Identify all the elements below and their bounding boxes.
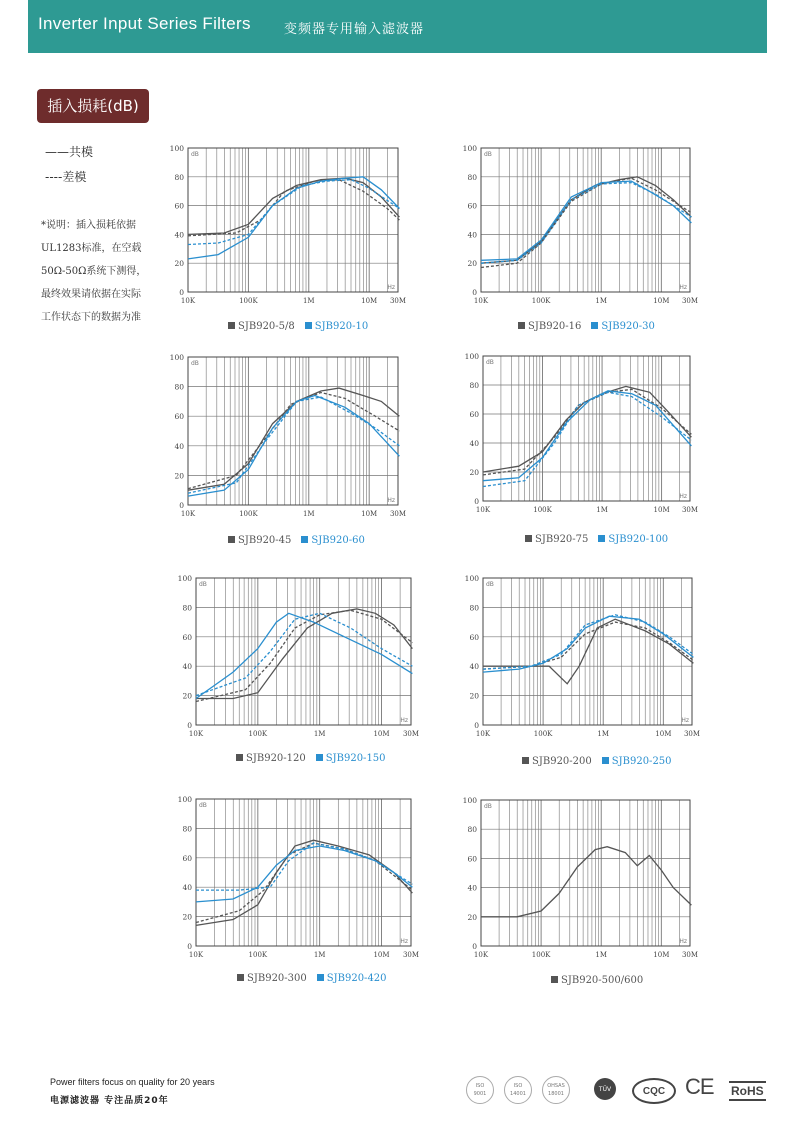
y-tick-label: 20 — [467, 259, 477, 269]
chart-legend — [237, 973, 387, 984]
y-tick-label: 40 — [469, 662, 479, 672]
series-line-gray — [188, 393, 399, 489]
test-note — [41, 214, 159, 329]
legend-label: SJB920-60 — [311, 535, 365, 546]
x-tick-label: 100K — [531, 297, 551, 305]
iso-9001-logo: ISO 9001 — [466, 1076, 494, 1104]
y-tick-label: 100 — [177, 574, 192, 583]
series-line-blue — [188, 177, 399, 259]
y-unit-label: dB — [199, 802, 207, 809]
legend-swatch — [525, 535, 532, 542]
y-unit-label: dB — [199, 581, 207, 588]
y-tick-label: 100 — [169, 144, 184, 153]
series-line-gray — [481, 847, 691, 917]
x-tick-label: 10K — [180, 510, 196, 518]
x-tick-label: 30M — [681, 506, 699, 514]
x-unit-label: Hz — [400, 938, 408, 945]
chart-svg — [158, 138, 413, 312]
x-tick-label: 10M — [373, 730, 390, 738]
x-tick-label: 100K — [533, 730, 553, 738]
legend-common-mode: ——共模 — [45, 145, 94, 159]
x-tick-label: 30M — [681, 297, 699, 305]
series-line-blue — [481, 183, 691, 264]
x-tick-label: 10M — [653, 506, 670, 514]
x-unit-label: Hz — [679, 493, 687, 500]
x-tick-label: 30M — [389, 297, 407, 305]
x-tick-label: 100K — [248, 730, 268, 738]
legend-label: SJB920-120 — [246, 753, 306, 764]
x-tick-label: 30M — [681, 951, 699, 959]
x-tick-label: 1M — [595, 297, 608, 305]
chart-svg — [166, 789, 426, 966]
legend-swatch — [598, 535, 605, 542]
x-tick-label: 10M — [361, 297, 378, 305]
legend-label: SJB920-200 — [532, 756, 592, 767]
series-line-blue — [196, 846, 412, 902]
y-tick-label: 20 — [174, 259, 184, 269]
y-unit-label: dB — [486, 359, 494, 366]
legend-swatch — [305, 322, 312, 329]
cqc-logo: CQC — [632, 1078, 676, 1104]
legend-label: SJB920-16 — [528, 321, 582, 332]
legend-diff-mode: ----差模 — [45, 170, 87, 184]
series-line-gray — [483, 386, 691, 472]
series-line-gray — [196, 610, 412, 701]
y-unit-label: dB — [484, 803, 492, 810]
series-line-gray — [188, 178, 399, 234]
y-tick-label: 20 — [467, 912, 477, 922]
series-line-blue — [196, 613, 412, 698]
chart-svg — [451, 138, 705, 312]
y-tick-label: 100 — [177, 795, 192, 804]
rohs-logo: RoHS — [729, 1080, 766, 1099]
x-tick-label: 100K — [248, 951, 268, 959]
y-tick-label: 20 — [469, 468, 479, 477]
x-tick-label: 1M — [302, 297, 315, 305]
x-tick-label: 30M — [389, 510, 407, 518]
y-tick-label: 0 — [472, 942, 477, 951]
y-tick-label: 100 — [462, 144, 477, 153]
x-tick-label: 100K — [533, 506, 552, 514]
y-tick-label: 40 — [174, 441, 184, 451]
y-tick-label: 20 — [182, 912, 192, 922]
y-tick-label: 60 — [469, 410, 479, 419]
legend-swatch — [228, 536, 235, 543]
series-line-gray — [196, 843, 412, 922]
y-unit-label: dB — [191, 151, 199, 158]
x-unit-label: Hz — [679, 938, 687, 945]
y-tick-label: 80 — [467, 172, 477, 182]
chart-legend — [522, 756, 672, 767]
y-unit-label: dB — [486, 581, 494, 588]
y-tick-label: 60 — [174, 412, 184, 422]
x-tick-label: 10K — [475, 506, 491, 514]
y-tick-label: 0 — [187, 721, 192, 730]
iso-14001-logo: ISO 14001 — [504, 1076, 532, 1104]
chart-svg — [453, 346, 705, 521]
y-tick-label: 0 — [474, 721, 479, 730]
legend-label: SJB920-10 — [314, 321, 369, 332]
legend-swatch — [518, 322, 525, 329]
note-line: UL1283标准，在空载 — [41, 243, 142, 254]
legend-swatch — [591, 322, 598, 329]
x-tick-label: 10M — [361, 510, 378, 518]
chart-legend — [551, 975, 643, 986]
legend-label: SJB920-75 — [535, 534, 589, 545]
y-tick-label: 40 — [182, 662, 192, 672]
ohsas-logo: OHSAS 18001 — [542, 1076, 570, 1104]
tuv-logo: TÜV — [594, 1078, 616, 1100]
x-tick-label: 1M — [597, 730, 610, 738]
x-tick-label: 1M — [313, 730, 326, 738]
y-tick-label: 80 — [174, 172, 184, 182]
y-tick-label: 0 — [474, 497, 479, 506]
legend-swatch — [301, 536, 308, 543]
x-unit-label: Hz — [400, 717, 408, 724]
chart-legend — [236, 753, 386, 764]
series-line-blue — [483, 392, 691, 486]
x-unit-label: Hz — [679, 284, 687, 291]
y-tick-label: 100 — [462, 796, 477, 805]
x-tick-label: 1M — [302, 510, 315, 518]
legend-swatch — [522, 757, 529, 764]
note-line: *说明：插入损耗依据 — [41, 220, 136, 231]
header-title-en: Inverter Input Series Filters — [38, 14, 251, 33]
y-tick-label: 60 — [467, 201, 477, 211]
legend-label: SJB920-420 — [326, 973, 387, 984]
y-tick-label: 60 — [182, 853, 192, 863]
x-tick-label: 1M — [596, 506, 608, 514]
y-unit-label: dB — [191, 360, 199, 367]
legend-label: SJB920-150 — [325, 753, 386, 764]
x-tick-label: 10K — [188, 730, 204, 738]
series-line-blue — [196, 843, 412, 890]
legend-swatch — [551, 976, 558, 983]
y-tick-label: 20 — [174, 471, 184, 481]
x-tick-label: 1M — [595, 951, 608, 959]
legend-label: SJB920-250 — [611, 756, 672, 767]
y-tick-label: 0 — [472, 288, 477, 297]
legend-swatch — [237, 974, 244, 981]
series-line-gray — [196, 840, 412, 925]
x-unit-label: Hz — [387, 284, 395, 291]
y-tick-label: 80 — [174, 382, 184, 392]
footer-slogan-en: Power filters focus on quality for 20 years — [50, 1077, 215, 1087]
y-tick-label: 80 — [467, 825, 477, 835]
note-line: 50Ω-50Ω系统下测得， — [41, 266, 147, 277]
y-tick-label: 40 — [467, 230, 477, 240]
x-tick-label: 30M — [683, 730, 701, 738]
series-line-gray — [483, 619, 693, 684]
y-tick-label: 40 — [469, 439, 479, 448]
legend-label: SJB920-300 — [247, 973, 307, 984]
x-unit-label: Hz — [387, 497, 395, 504]
y-tick-label: 60 — [467, 854, 477, 864]
legend-swatch — [228, 322, 235, 329]
x-tick-label: 10K — [473, 951, 489, 959]
note-line: 最终效果请依据在实际 — [41, 289, 141, 300]
y-tick-label: 80 — [182, 824, 192, 834]
x-tick-label: 10K — [473, 297, 489, 305]
y-tick-label: 20 — [469, 691, 479, 701]
x-tick-label: 10K — [188, 951, 204, 959]
y-tick-label: 40 — [467, 883, 477, 893]
y-tick-label: 20 — [182, 691, 192, 701]
header-title-cn: 变频器专用输入滤波器 — [284, 22, 425, 37]
y-tick-label: 60 — [469, 632, 479, 642]
x-tick-label: 10M — [653, 297, 670, 305]
y-tick-label: 60 — [182, 632, 192, 642]
legend-swatch — [602, 757, 609, 764]
x-tick-label: 100K — [239, 510, 258, 518]
x-tick-label: 10M — [373, 951, 390, 959]
chart-legend — [518, 321, 655, 332]
y-tick-label: 60 — [174, 201, 184, 211]
y-tick-label: 40 — [182, 883, 192, 893]
legend-label: SJB920-100 — [608, 534, 669, 545]
chart-svg — [158, 347, 413, 525]
x-tick-label: 100K — [239, 297, 258, 305]
legend-label: SJB920-5/8 — [238, 321, 295, 332]
series-line-blue — [188, 180, 399, 245]
series-line-blue — [196, 613, 412, 695]
note-line: 工作状态下的数据为准 — [41, 312, 141, 323]
x-tick-label: 1M — [313, 951, 326, 959]
chart-svg — [453, 568, 707, 745]
chart-legend — [228, 535, 365, 546]
y-tick-label: 100 — [464, 352, 479, 361]
y-tick-label: 80 — [469, 603, 479, 613]
footer-slogan-cn: 电源滤波器 专注品质20年 — [50, 1096, 169, 1106]
y-tick-label: 0 — [179, 288, 184, 297]
legend-label: SJB920-500/600 — [561, 975, 644, 986]
section-title: 插入损耗(dB) — [37, 89, 149, 123]
y-tick-label: 40 — [174, 230, 184, 240]
ce-logo: CE — [685, 1074, 714, 1099]
chart-legend — [525, 534, 668, 545]
x-tick-label: 30M — [402, 730, 420, 738]
page-header — [28, 0, 767, 53]
x-tick-label: 10M — [653, 951, 670, 959]
chart-svg — [166, 568, 426, 745]
legend-swatch — [317, 974, 324, 981]
chart-svg — [451, 790, 705, 966]
y-tick-label: 100 — [464, 574, 479, 583]
x-tick-label: 10K — [475, 730, 491, 738]
x-unit-label: Hz — [681, 717, 689, 724]
legend-label: SJB920-45 — [238, 535, 292, 546]
legend-label: SJB920-30 — [601, 321, 655, 332]
y-unit-label: dB — [484, 151, 492, 158]
x-tick-label: 30M — [402, 951, 420, 959]
y-tick-label: 100 — [169, 353, 184, 362]
legend-swatch — [316, 754, 323, 761]
y-tick-label: 0 — [179, 501, 184, 510]
y-tick-label: 80 — [182, 603, 192, 613]
chart-legend — [228, 321, 368, 332]
x-tick-label: 10K — [180, 297, 196, 305]
y-tick-label: 0 — [187, 942, 192, 951]
series-line-blue — [483, 615, 693, 669]
legend-swatch — [236, 754, 243, 761]
y-tick-label: 80 — [469, 381, 479, 390]
x-tick-label: 10M — [655, 730, 672, 738]
x-tick-label: 100K — [531, 951, 551, 959]
